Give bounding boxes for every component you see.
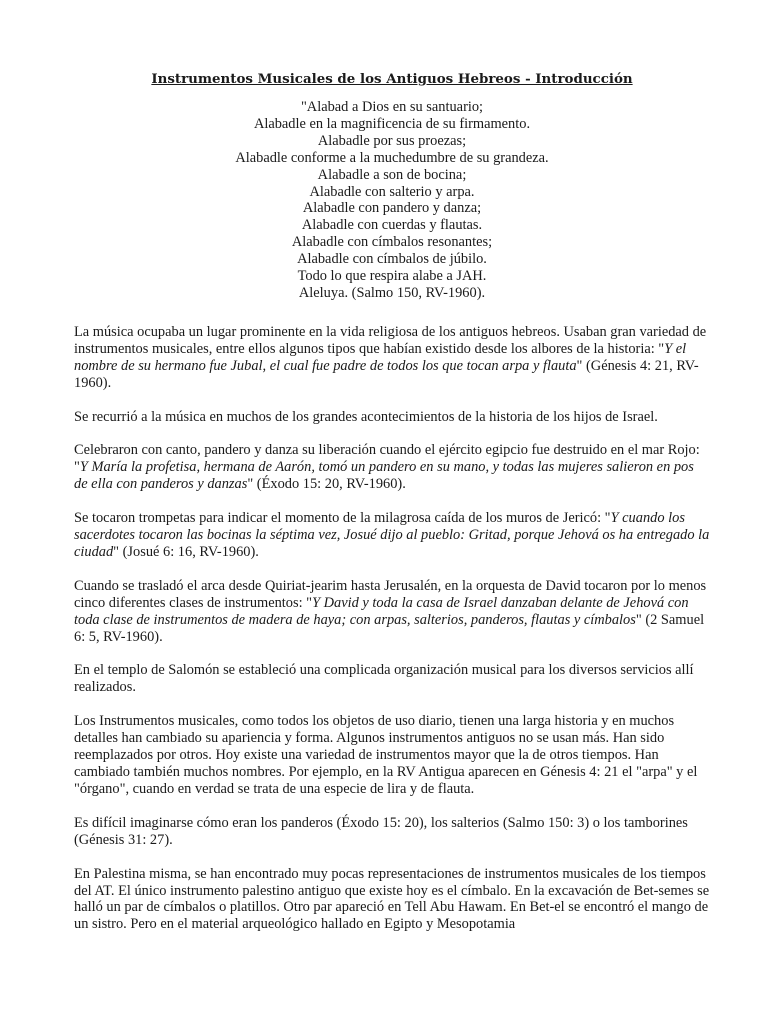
- poem-line: Todo lo que respira alabe a JAH.: [297, 268, 487, 285]
- paragraph-text: Se tocaron trompetas para indicar el momento de la milagrosa caída de los muros de Jericó: ": [74, 510, 611, 527]
- scripture-quote: Y María la profetisa, hermana de Aarón, tomó un pandero en su mano, y todas las mujeres salieron en pos de ella con panderos y danzas: [74, 459, 694, 493]
- paragraph-jubal: [74, 324, 710, 392]
- poem-line: Alabadle con címbalos de júbilo.: [297, 251, 487, 268]
- scripture-quote: Y cuando los sacerdotes tocaron las bocinas la séptima vez, Josué dijo al pueblo: Gritad, porque Jehová os ha entregado la ciudad: [74, 510, 710, 560]
- paragraph-temple: En el templo de Salomón se estableció una complicada organización musical para los diversos servicios allí realizados.: [74, 662, 694, 696]
- poem-line: Alabadle conforme a la muchedumbre de su grandeza.: [235, 149, 549, 166]
- scripture-reference: " (Génesis 4: 21, RV-1960).: [74, 357, 699, 391]
- poem-line: Alabadle con pandero y danza;: [302, 200, 482, 217]
- scripture-reference: " (Éxodo 15: 20, RV-1960).: [247, 476, 406, 493]
- document-title: Instrumentos Musicales de los Antiguos Hebreos - Introducción: [151, 71, 633, 87]
- paragraph-instruments-history: Los Instrumentos musicales, como todos los objetos de uso diario, tienen una larga historia y en muchos detalles han cambiado su apariencia y forma. Algunos instrumentos antiguos no se usan más. Han sido reemplazados por otros. Hoy existe una variedad de instrumentos mayor que la de otros tiempos. Han cambiado también muchos nombres. Por ejemplo, en la RV Antigua aparecen en Génesis 4: 21 el "arpa" y el "órgano", cuando en verdad se trata de una especie de lira y de flauta.: [74, 713, 698, 797]
- paragraph-history: Se recurrió a la música en muchos de los grandes acontecimientos de la historia de los hijos de Israel.: [74, 408, 658, 425]
- paragraph-palestina: En Palestina misma, se han encontrado muy pocas representaciones de instrumentos musicales de los tiempos del AT. El único instrumento palestino antiguo que existe hoy es el címbalo. En la excavación de Bet-semes se halló un par de címbalos o platillos. Otro par apareció en Tell Abu Hawam. En Bet-el se encontró el mango de un sistro. Pero en el material arqueológico hallado en Egipto y Mesopotamia: [74, 865, 710, 933]
- poem-line: Alabadle a son de bocina;: [317, 166, 467, 183]
- poem-line: Alabadle por sus proezas;: [317, 132, 467, 149]
- scripture-reference: " (Josué 6: 16, RV-1960).: [113, 543, 259, 560]
- document-page: [74, 70, 710, 950]
- paragraph-red-sea: [74, 442, 710, 493]
- paragraph-text: Celebraron con canto, pandero y danza su liberación cuando el ejército egipcio fue destruido en el mar Rojo: ": [74, 442, 700, 476]
- paragraph-text: La música ocupaba un lugar prominente en la vida religiosa de los antiguos hebreos. Usaban gran variedad de instrumentos musicales, entre ellos algunos tipos que habían existido desde los albores de la historia: ": [74, 323, 707, 357]
- paragraph-text: Cuando se trasladó el arca desde Quiriat-jearim hasta Jerusalén, en la orquesta de David tocaron por lo menos cinco diferentes clases de instrumentos: ": [74, 577, 707, 611]
- poem-line: "Alabad a Dios en su santuario;: [300, 99, 484, 115]
- poem-line: Alabadle en la magnificencia de su firmamento.: [253, 115, 531, 132]
- paragraph-ark: [74, 578, 710, 646]
- poem-line: Alabadle con salterio y arpa.: [309, 183, 475, 200]
- paragraph-panderos: Es difícil imaginarse cómo eran los panderos (Éxodo 15: 20), los salterios (Salmo 150: 3) o los tamborines (Génesis 31: 27).: [74, 814, 688, 848]
- scripture-reference: " (2 Samuel 6: 5, RV-1960).: [74, 611, 705, 645]
- scripture-quote: Y David y toda la casa de Israel danzaban delante de Jehová con toda clase de instrumentos de madera de haya; con arpas, salterios, panderos, flautas y címbalos: [74, 594, 689, 628]
- poem-line: Alabadle con címbalos resonantes;: [291, 234, 493, 251]
- poem-line: Aleluya. (Salmo 150, RV-1960).: [298, 284, 486, 301]
- poem-line: Alabadle con cuerdas y flautas.: [301, 217, 483, 234]
- paragraph-jericho: [74, 510, 710, 561]
- psalm-quote: [74, 99, 710, 302]
- scripture-quote: Y el nombre de su hermano fue Jubal, el cual fue padre de todos los que tocan arpa y flauta: [74, 340, 687, 374]
